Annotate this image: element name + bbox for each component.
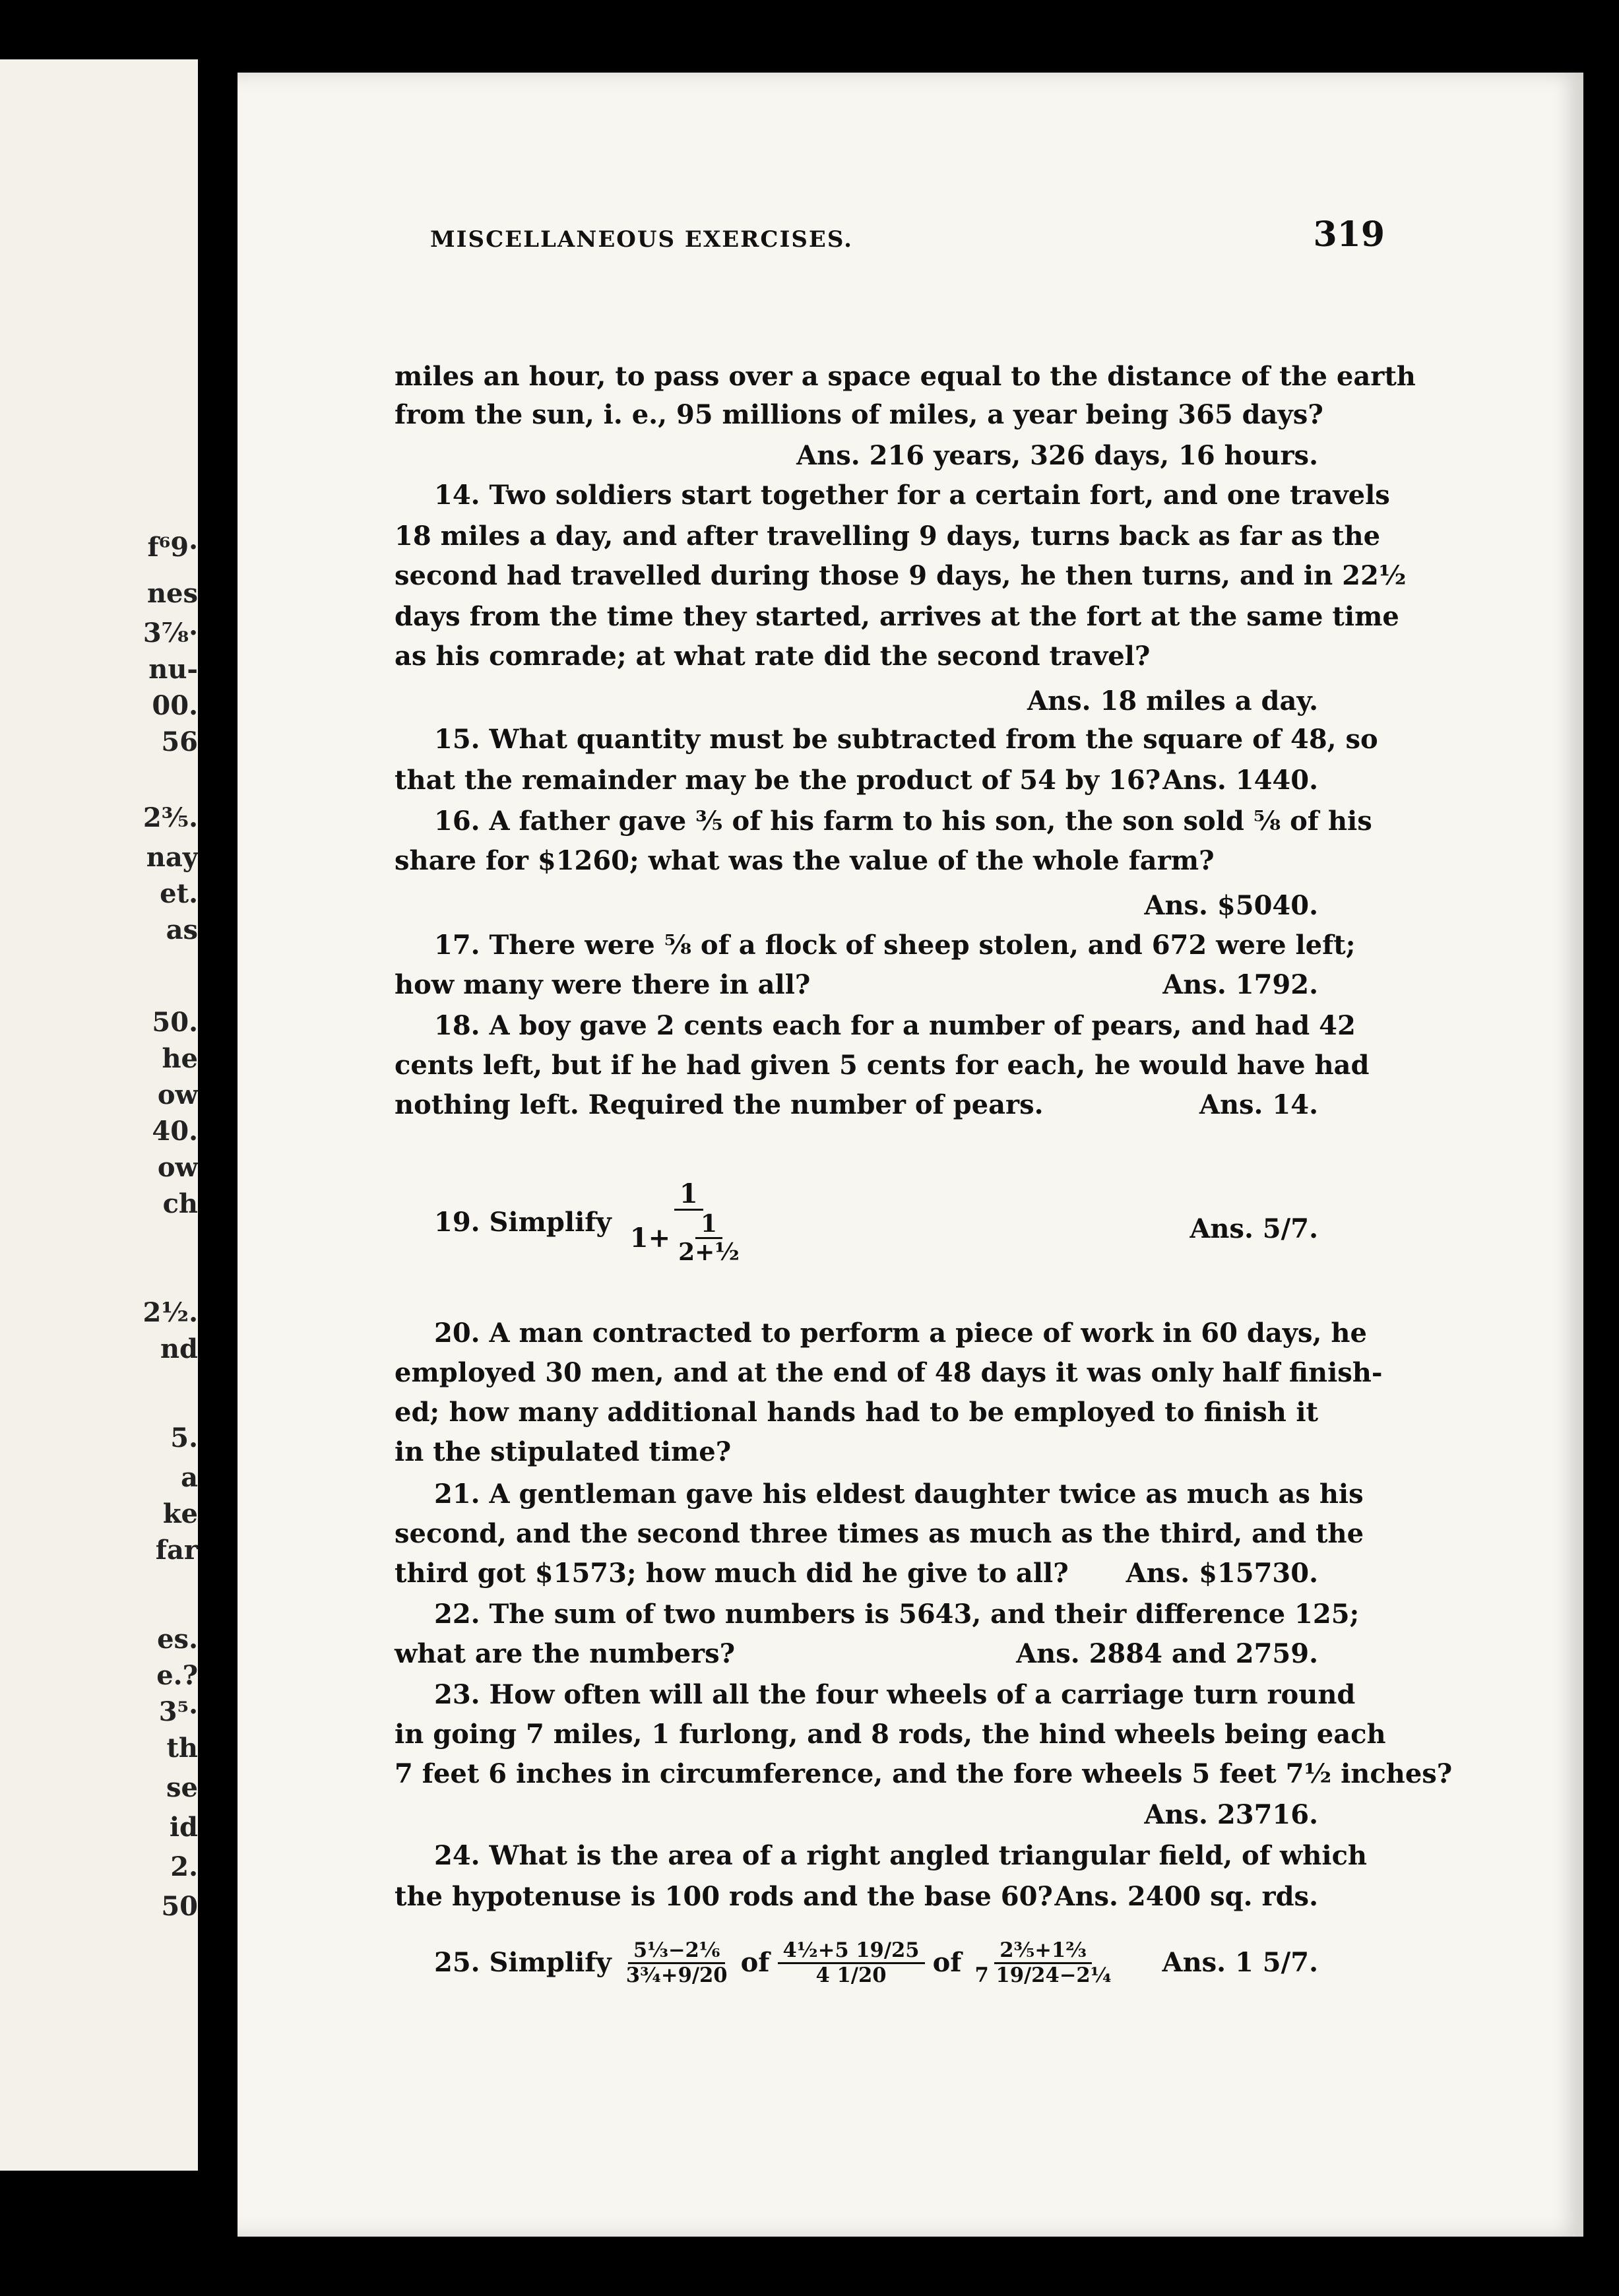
margin-fragment: e.? (156, 1660, 198, 1691)
margin-fragment: f⁶9· (147, 532, 198, 563)
answer-line: Ans. 23716. (1144, 1799, 1318, 1830)
page-number: 319 (1313, 214, 1385, 255)
margin-fragment: se (166, 1772, 198, 1803)
exercise-25-fractions (434, 1940, 1120, 1985)
text-line: employed 30 men, and at the end of 48 days it was only half finish- (395, 1357, 1383, 1388)
margin-fragment: far (155, 1535, 198, 1566)
answer: Ans. 1440. (1162, 765, 1318, 796)
text-line: 18 miles a day, and after travelling 9 days, turns back as far as the (395, 521, 1381, 552)
fraction-numerator: 1 (674, 1181, 703, 1211)
text-line: cents left, but if he had given 5 cents for each, he would have had (395, 1050, 1370, 1081)
exercise-19-answer: Ans. 5/7. (1190, 1213, 1318, 1244)
exercise-25-answer: Ans. 1 5/7. (1162, 1947, 1318, 1978)
fraction-1-denominator: 3¾+9/20 (625, 1963, 728, 1987)
margin-fragment: nd (160, 1333, 198, 1364)
fraction-1 (621, 1940, 733, 1985)
text-line: days from the time they started, arrives at the fort at the same time (395, 601, 1399, 632)
text-line-with-answer (395, 1882, 1318, 1912)
answer-line: Ans. 216 years, 326 days, 16 hours. (796, 440, 1318, 471)
answer: Ans. $15730. (1126, 1558, 1318, 1589)
text-line: third got $1573; how much did he give to all? (395, 1558, 1069, 1589)
exercise-19-label: 19. Simplify (434, 1207, 612, 1238)
text-line-with-answer (395, 1558, 1318, 1589)
margin-fragment: 3⅞· (143, 618, 198, 649)
margin-fragment: a (181, 1462, 198, 1493)
text-line: from the sun, i. e., 95 millions of miles, a year being 365 days? (395, 399, 1323, 430)
margin-fragment: th (166, 1733, 198, 1764)
left-page-margin-text (0, 59, 198, 2171)
text-line: ed; how many additional hands had to be employed to finish it (395, 1397, 1318, 1428)
inner-numerator: 1 (695, 1212, 722, 1239)
margin-fragment: 2. (170, 1851, 198, 1882)
left-page-fragment (0, 59, 198, 2171)
answer-line: Ans. $5040. (1144, 890, 1318, 921)
of-word: of (932, 1947, 962, 1978)
margin-fragment: 3⁵· (158, 1696, 198, 1727)
margin-fragment: ch (162, 1188, 198, 1219)
exercise-25-expression (395, 1930, 1318, 1996)
margin-fragment: 2⅗. (143, 802, 198, 833)
running-head: MISCELLANEOUS EXERCISES. (430, 226, 853, 253)
text-line: second had travelled during those 9 days, he then turns, and in 22½ (395, 560, 1407, 591)
fraction-2 (778, 1940, 925, 1985)
exercise-18-line: 18. A boy gave 2 cents each for a number of pears, and had 42 (434, 1010, 1356, 1041)
fraction-2-numerator: 4½+5 19/25 (778, 1940, 925, 1964)
text-line: in the stipulated time? (395, 1436, 732, 1467)
fraction-2-denominator: 4 1/20 (815, 1963, 887, 1987)
margin-fragment: et. (160, 878, 198, 909)
text-line: how many were there in all? (395, 969, 811, 1000)
text-line: as his comrade; at what rate did the second travel? (395, 641, 1151, 672)
margin-fragment: 50 (161, 1891, 198, 1922)
denominator-prefix: 1+ (629, 1222, 671, 1254)
fraction-1-numerator: 5⅓−2⅙ (628, 1940, 726, 1964)
margin-fragment: nay (146, 842, 198, 873)
exercise-22-line: 22. The sum of two numbers is 5643, and their difference 125; (434, 1599, 1360, 1630)
fraction-3-denominator: 7 19/24−2¼ (974, 1963, 1112, 1987)
exercise-24-line: 24. What is the area of a right angled triangular field, of which (434, 1840, 1368, 1871)
text-line: the hypotenuse is 100 rods and the base 60? (395, 1881, 1053, 1912)
text-line: 7 feet 6 inches in circumference, and the fore wheels 5 feet 7½ inches? (395, 1758, 1453, 1789)
exercise-19 (395, 1141, 1318, 1287)
exercise-15-line: 15. What quantity must be subtracted from the square of 48, so (434, 724, 1378, 755)
text-line: nothing left. Required the number of pears. (395, 1089, 1044, 1120)
fraction-3-numerator: 2⅗+1⅔ (994, 1940, 1092, 1964)
exercise-23-line: 23. How often will all the four wheels of a carriage turn round (434, 1679, 1356, 1710)
fraction-3 (969, 1940, 1116, 1985)
margin-fragment: es. (157, 1624, 198, 1655)
text-line-with-answer (395, 970, 1318, 1000)
inner-denominator: 2+½ (678, 1238, 740, 1266)
margin-fragment: 00. (152, 690, 198, 721)
answer: Ans. 1792. (1162, 969, 1318, 1000)
text-line: what are the numbers? (395, 1638, 736, 1669)
text-line-with-answer (395, 765, 1318, 796)
exercise-25 (395, 1917, 1318, 2002)
margin-fragment: 56 (161, 726, 198, 757)
margin-fragment: nu- (148, 654, 198, 685)
exercise-14-line: 14. Two soldiers start together for a certain fort, and one travels (434, 480, 1390, 511)
margin-fragment: ow (157, 1079, 198, 1110)
margin-fragment: he (162, 1043, 198, 1074)
margin-fragment: 2½. (143, 1297, 198, 1328)
margin-fragment: ke (162, 1498, 198, 1529)
margin-fragment: nes (146, 578, 198, 609)
text-line: in going 7 miles, 1 furlong, and 8 rods, the hind wheels being each (395, 1719, 1386, 1750)
text-line-with-answer (395, 1090, 1318, 1120)
text-line: second, and the second three times as much as the third, and the (395, 1518, 1364, 1549)
answer: Ans. 2884 and 2759. (1016, 1638, 1318, 1669)
exercise-20-line: 20. A man contracted to perform a piece of work in 60 days, he (434, 1318, 1367, 1349)
exercise-25-label: 25. Simplify (434, 1947, 612, 1978)
text-line: miles an hour, to pass over a space equal to the distance of the earth (395, 361, 1416, 392)
of-word: of (740, 1947, 770, 1978)
margin-fragment: id (169, 1812, 198, 1843)
margin-fragment: 5. (170, 1422, 198, 1453)
exercise-21-line: 21. A gentleman gave his eldest daughter twice as much as his (434, 1479, 1364, 1510)
margin-fragment: 50. (152, 1007, 198, 1038)
answer: Ans. 14. (1199, 1089, 1318, 1120)
answer-line: Ans. 18 miles a day. (1027, 686, 1318, 717)
margin-fragment: as (166, 914, 198, 945)
exercise-16-line: 16. A father gave ⅗ of his farm to his son, the son sold ⅝ of his (434, 806, 1372, 837)
text-line-with-answer (395, 1639, 1318, 1669)
text-line: that the remainder may be the product of 54 by 16? (395, 765, 1161, 796)
answer: Ans. 2400 sq. rds. (1054, 1881, 1318, 1912)
text-line: share for $1260; what was the value of the whole farm? (395, 845, 1215, 876)
margin-fragment: ow (157, 1152, 198, 1183)
margin-fragment: 40. (152, 1116, 198, 1147)
exercise-17-line: 17. There were ⅝ of a flock of sheep stolen, and 672 were left; (434, 930, 1356, 961)
book-spine-gap (198, 59, 238, 2204)
